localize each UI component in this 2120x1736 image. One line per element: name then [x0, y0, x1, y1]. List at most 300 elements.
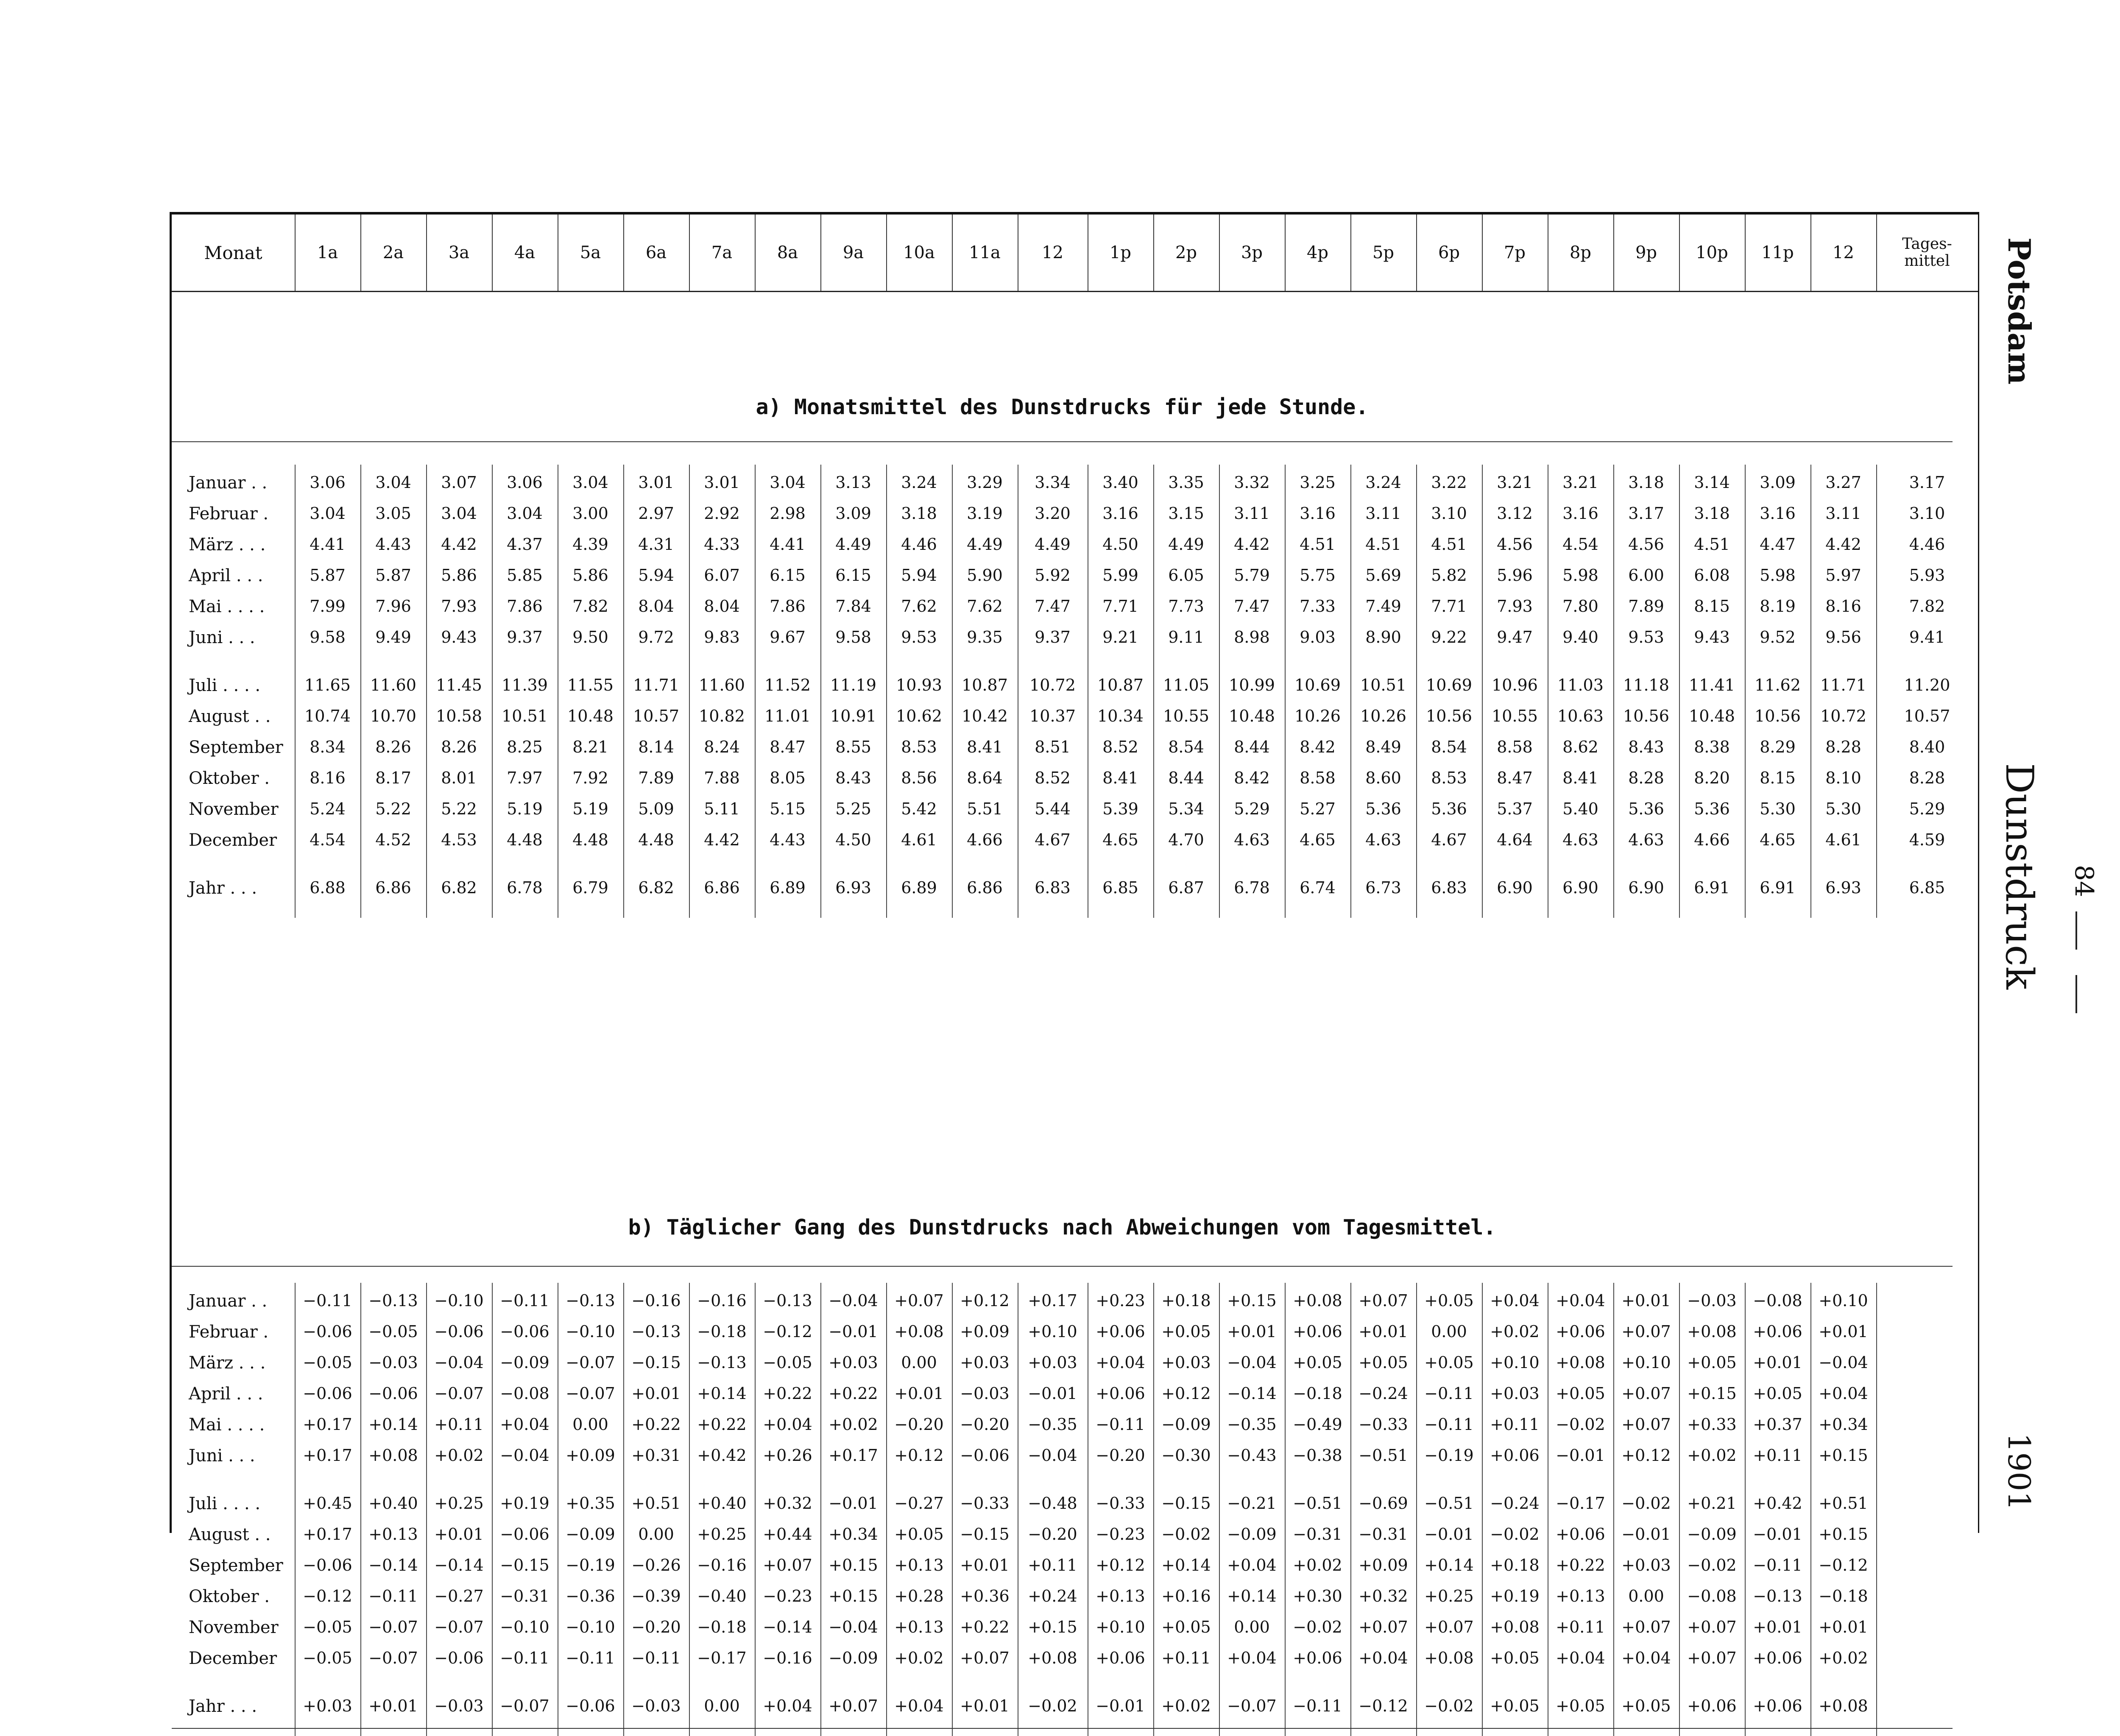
- header-column-separator: [623, 215, 624, 291]
- table-cell: −0.09: [1227, 1525, 1277, 1544]
- header-column-separator: [492, 215, 493, 291]
- table-cell: +0.02: [1293, 1556, 1342, 1574]
- table-cell: +0.01: [434, 1525, 484, 1544]
- table-cell: −0.01: [1424, 1525, 1474, 1544]
- table-cell: +0.01: [1621, 1291, 1671, 1310]
- table-cell: +0.42: [1753, 1494, 1802, 1513]
- table-cell: 3.01: [704, 473, 740, 492]
- table-cell: 9.43: [1694, 628, 1730, 646]
- page-number-dash: [2075, 911, 2077, 950]
- table-cell: −0.02: [1161, 1525, 1211, 1544]
- table-cell: 9.11: [1168, 628, 1204, 646]
- table-cell: +0.12: [1161, 1384, 1211, 1403]
- row-month-label: Oktober .: [189, 769, 270, 788]
- header-hour: 9a: [842, 243, 864, 262]
- table-cell: +0.11: [1490, 1415, 1540, 1434]
- table-cell: +0.10: [1096, 1618, 1145, 1636]
- table-cell: 5.24: [310, 800, 346, 818]
- table-cell: 3.16: [1562, 504, 1598, 523]
- table-cell: 8.64: [967, 769, 1003, 787]
- table-cell: −0.01: [1096, 1697, 1145, 1715]
- table-cell: +0.15: [1819, 1446, 1868, 1465]
- section-b-rule: [172, 1266, 1953, 1267]
- table-cell: +0.14: [368, 1415, 418, 1434]
- table-cell: +0.06: [1096, 1649, 1145, 1667]
- table-cell: +0.17: [303, 1525, 352, 1544]
- table-cell: 6.89: [770, 878, 806, 897]
- table-cell: 8.54: [1431, 738, 1467, 756]
- table-cell: 0.00: [1628, 1587, 1664, 1605]
- table-cell: +0.08: [1819, 1697, 1868, 1715]
- table-cell: +0.15: [828, 1556, 878, 1574]
- table-cell: +0.32: [763, 1494, 812, 1513]
- table-cell: −0.09: [566, 1525, 615, 1544]
- table-cell: 4.31: [638, 535, 674, 554]
- table-cell: +0.01: [1819, 1322, 1868, 1341]
- table-cell: −0.35: [1028, 1415, 1077, 1434]
- table-cell: 6.90: [1562, 878, 1598, 897]
- table-cell: 5.69: [1365, 566, 1401, 585]
- table-cell: −0.05: [763, 1353, 812, 1372]
- table-cell: −0.02: [1687, 1556, 1737, 1574]
- table-cell: 8.05: [770, 769, 806, 787]
- table-cell: 5.36: [1431, 800, 1467, 818]
- table-cell: +0.01: [631, 1384, 681, 1403]
- table-cell: +0.01: [960, 1697, 1010, 1715]
- table-cell: −0.24: [1358, 1384, 1408, 1403]
- table-cell: −0.33: [1358, 1415, 1408, 1434]
- table-cell: 5.44: [1035, 800, 1071, 818]
- table-cell: +0.05: [894, 1525, 944, 1544]
- table-cell: +0.25: [697, 1525, 747, 1544]
- table-cell: 4.37: [507, 535, 543, 554]
- table-cell: +0.51: [1819, 1494, 1868, 1513]
- row-month-label: Juni . . .: [189, 628, 255, 647]
- table-cell: 6.93: [1825, 878, 1861, 897]
- table-cell-mean: 10.57: [1904, 707, 1950, 725]
- table-cell: 7.80: [1562, 597, 1598, 616]
- table-cell: 6.85: [1102, 878, 1138, 897]
- table-cell: 0.00: [572, 1415, 608, 1434]
- table-cell: −0.12: [303, 1587, 352, 1605]
- table-cell: 4.61: [901, 830, 937, 849]
- table-cell: +0.06: [1687, 1697, 1737, 1715]
- table-cell: +0.05: [1621, 1697, 1671, 1715]
- table-cell: 5.27: [1300, 800, 1336, 818]
- table-cell: 8.44: [1234, 738, 1270, 756]
- table-cell: +0.06: [1753, 1697, 1802, 1715]
- table-cell: 4.65: [1760, 830, 1796, 849]
- table-cell: 7.47: [1234, 597, 1270, 616]
- table-cell: 8.15: [1694, 597, 1730, 616]
- table-cell: −0.04: [1819, 1353, 1868, 1372]
- table-cell: 2.98: [770, 504, 806, 523]
- table-cell: 4.56: [1628, 535, 1664, 554]
- table-cell: +0.16: [1161, 1587, 1211, 1605]
- table-cell: 5.39: [1102, 800, 1138, 818]
- table-cell: +0.04: [1227, 1649, 1277, 1667]
- table-cell: 9.58: [835, 628, 871, 646]
- table-cell: −0.20: [1096, 1446, 1145, 1465]
- table-cell: +0.06: [1753, 1649, 1802, 1667]
- table-cell: 3.25: [1300, 473, 1336, 492]
- table-cell: −0.10: [434, 1291, 484, 1310]
- table-cell: 4.49: [835, 535, 871, 554]
- table-cell: +0.02: [1687, 1446, 1737, 1465]
- table-cell: 4.66: [967, 830, 1003, 849]
- table-cell: 8.14: [638, 738, 674, 756]
- table-cell: 4.50: [1102, 535, 1138, 554]
- row-month-label: Jahr . . .: [189, 878, 257, 898]
- side-year: 1901: [2001, 1433, 2037, 1511]
- header-hour: 8a: [777, 243, 798, 262]
- table-cell: +0.17: [303, 1415, 352, 1434]
- table-cell: −0.06: [960, 1446, 1010, 1465]
- table-cell: 5.11: [704, 800, 740, 818]
- table-cell: 7.93: [441, 597, 477, 616]
- header-column-separator: [1679, 215, 1680, 291]
- table-cell: −0.36: [566, 1587, 615, 1605]
- table-cell: +0.05: [1358, 1353, 1408, 1372]
- table-cell: 8.16: [1825, 597, 1861, 616]
- table-cell: 10.69: [1426, 676, 1472, 694]
- table-cell: −0.11: [1096, 1415, 1145, 1434]
- header-column-separator: [820, 215, 821, 291]
- table-cell: 10.56: [1623, 707, 1669, 725]
- table-cell-mean: 11.20: [1904, 676, 1950, 694]
- table-cell: 9.52: [1760, 628, 1796, 646]
- table-cell: 10.96: [1492, 676, 1538, 694]
- table-cell: 6.86: [967, 878, 1003, 897]
- table-cell: 4.67: [1035, 830, 1071, 849]
- table-cell: 8.53: [1431, 769, 1467, 787]
- table-cell: 6.91: [1694, 878, 1730, 897]
- table-cell: −0.17: [1556, 1494, 1605, 1513]
- table-cell: −0.07: [434, 1384, 484, 1403]
- table-cell: +0.17: [1028, 1291, 1077, 1310]
- table-cell: 11.19: [830, 676, 876, 694]
- table-cell: +0.07: [1424, 1618, 1474, 1636]
- table-cell: 3.06: [310, 473, 346, 492]
- table-cell: +0.05: [1161, 1322, 1211, 1341]
- table-cell: 3.14: [1694, 473, 1730, 492]
- table-cell: 4.51: [1365, 535, 1401, 554]
- table-cell: +0.01: [1227, 1322, 1277, 1341]
- table-cell: 5.92: [1035, 566, 1071, 585]
- table-cell: +0.10: [1819, 1291, 1868, 1310]
- table-cell: 8.29: [1760, 738, 1796, 756]
- table-cell: 8.58: [1497, 738, 1533, 756]
- table-cell: 4.43: [770, 830, 806, 849]
- table-cell: 6.82: [638, 878, 674, 897]
- table-cell: 5.86: [441, 566, 477, 585]
- table-cell: −0.06: [368, 1384, 418, 1403]
- table-cell: +0.09: [960, 1322, 1010, 1341]
- table-cell-mean: 3.10: [1909, 504, 1945, 523]
- table-cell: −0.03: [631, 1697, 681, 1715]
- table-cell: 8.04: [704, 597, 740, 616]
- table-cell: −0.14: [1227, 1384, 1277, 1403]
- table-cell: −0.06: [500, 1525, 550, 1544]
- table-cell: 9.47: [1497, 628, 1533, 646]
- header-hour: 3p: [1241, 243, 1263, 262]
- table-cell: +0.25: [434, 1494, 484, 1513]
- table-cell: 7.49: [1365, 597, 1401, 616]
- table-cell: +0.02: [894, 1649, 944, 1667]
- table-cell: 8.26: [375, 738, 411, 756]
- table-cell: −0.40: [697, 1587, 747, 1605]
- header-column-separator: [1285, 215, 1286, 291]
- table-cell: −0.13: [1753, 1587, 1802, 1605]
- table-cell: 8.21: [572, 738, 608, 756]
- table-cell: −0.11: [303, 1291, 352, 1310]
- table-cell: 4.63: [1234, 830, 1270, 849]
- table-cell: 3.22: [1431, 473, 1467, 492]
- table-cell: 0.00: [1431, 1322, 1467, 1341]
- table-cell: 3.04: [507, 504, 543, 523]
- header-hour: 7p: [1504, 243, 1526, 262]
- table-cell: 4.46: [901, 535, 937, 554]
- table-cell: +0.05: [1490, 1697, 1540, 1715]
- table-cell: −0.18: [1293, 1384, 1342, 1403]
- table-cell: 9.56: [1825, 628, 1861, 646]
- table-cell-mean: 4.59: [1909, 830, 1945, 849]
- table-cell: 4.61: [1825, 830, 1861, 849]
- table-cell: −0.02: [1621, 1494, 1671, 1513]
- table-cell: 3.34: [1035, 473, 1071, 492]
- table-cell: 3.09: [835, 504, 871, 523]
- header-hour: 3a: [448, 243, 470, 262]
- header-hour: 7a: [711, 243, 733, 262]
- table-cell: 3.35: [1168, 473, 1204, 492]
- table-cell: +0.05: [1687, 1353, 1737, 1372]
- table-cell: −0.02: [1424, 1697, 1474, 1715]
- table-cell: +0.09: [1358, 1556, 1408, 1574]
- table-cell: −0.13: [631, 1322, 681, 1341]
- table-cell: 8.42: [1300, 738, 1336, 756]
- table-cell: 8.52: [1035, 769, 1071, 787]
- table-cell-mean: 8.28: [1909, 769, 1945, 787]
- table-cell: +0.05: [1753, 1384, 1802, 1403]
- table-cell: 10.51: [502, 707, 548, 725]
- table-cell: −0.07: [1227, 1697, 1277, 1715]
- table-cell: 11.55: [567, 676, 614, 694]
- table-cell: −0.13: [368, 1291, 418, 1310]
- table-cell: 5.36: [1365, 800, 1401, 818]
- table-cell: 6.78: [1234, 878, 1270, 897]
- header-column-separator: [426, 215, 427, 291]
- header-column-separator: [689, 215, 690, 291]
- header-column-separator: [295, 215, 296, 291]
- table-cell: 5.22: [441, 800, 477, 818]
- table-cell: 7.86: [507, 597, 543, 616]
- table-cell: +0.34: [828, 1525, 878, 1544]
- table-cell: +0.06: [1293, 1649, 1342, 1667]
- table-cell: 3.24: [901, 473, 937, 492]
- table-cell: +0.22: [697, 1415, 747, 1434]
- table-cell: 3.04: [572, 473, 608, 492]
- header-hour: 10a: [903, 243, 935, 262]
- table-cell: 2.92: [704, 504, 740, 523]
- table-cell: 11.03: [1557, 676, 1604, 694]
- table-cell-mean: 6.85: [1909, 878, 1945, 897]
- table-cell: +0.04: [763, 1415, 812, 1434]
- table-cell: 6.88: [310, 878, 346, 897]
- table-cell: 6.74: [1300, 878, 1336, 897]
- table-cell: −0.16: [763, 1649, 812, 1667]
- table-cell: 4.65: [1102, 830, 1138, 849]
- table-cell: 6.82: [441, 878, 477, 897]
- table-cell: +0.37: [1753, 1415, 1802, 1434]
- table-cell: −0.07: [566, 1353, 615, 1372]
- row-month-label: December: [189, 1649, 277, 1668]
- table-cell: −0.01: [1556, 1446, 1605, 1465]
- table-cell: 6.78: [507, 878, 543, 897]
- table-cell: +0.18: [1490, 1556, 1540, 1574]
- row-month-label: December: [189, 830, 277, 850]
- table-cell: −0.51: [1424, 1494, 1474, 1513]
- table-cell: +0.07: [1621, 1384, 1671, 1403]
- table-cell: 10.62: [896, 707, 942, 725]
- table-cell: 10.48: [1689, 707, 1735, 725]
- table-cell: 9.37: [507, 628, 543, 646]
- table-cell: 7.62: [901, 597, 937, 616]
- table-cell: +0.12: [960, 1291, 1010, 1310]
- table-cell: +0.13: [894, 1556, 944, 1574]
- table-cell: −0.06: [566, 1697, 615, 1715]
- table-cell: −0.02: [1293, 1618, 1342, 1636]
- table-cell: −0.10: [566, 1322, 615, 1341]
- table-cell: −0.17: [697, 1649, 747, 1667]
- table-cell: 10.56: [1426, 707, 1472, 725]
- header-column-separator: [1810, 215, 1811, 291]
- table-cell: −0.69: [1358, 1494, 1408, 1513]
- table-cell: 8.24: [704, 738, 740, 756]
- table-cell: −0.04: [434, 1353, 484, 1372]
- table-cell: −0.06: [500, 1322, 550, 1341]
- table-cell: +0.04: [1556, 1649, 1605, 1667]
- table-cell: 4.63: [1562, 830, 1598, 849]
- table-cell: 5.36: [1694, 800, 1730, 818]
- table-cell: −0.07: [500, 1697, 550, 1715]
- table-cell: +0.05: [1424, 1353, 1474, 1372]
- table-cell: +0.05: [1424, 1291, 1474, 1310]
- table-cell: +0.22: [1556, 1556, 1605, 1574]
- table-cell: 5.94: [901, 566, 937, 585]
- table-cell: 6.15: [835, 566, 871, 585]
- side-topic-title: Dunstdruck: [1997, 763, 2042, 989]
- table-cell: +0.04: [1358, 1649, 1408, 1667]
- header-column-separator: [1482, 215, 1483, 291]
- table-cell: 10.91: [830, 707, 876, 725]
- section-b-title: b) Täglicher Gang des Dunstdrucks nach Abweichungen vom Tagesmittel.: [628, 1215, 1496, 1240]
- table-cell: +0.22: [763, 1384, 812, 1403]
- table-cell: +0.12: [894, 1446, 944, 1465]
- table-cell: +0.22: [828, 1384, 878, 1403]
- table-cell: 3.21: [1562, 473, 1598, 492]
- table-cell: +0.08: [1424, 1649, 1474, 1667]
- table-cell: 5.82: [1431, 566, 1467, 585]
- table-cell: −0.23: [1096, 1525, 1145, 1544]
- table-cell: +0.02: [1161, 1697, 1211, 1715]
- table-cell: +0.40: [368, 1494, 418, 1513]
- table-cell: −0.08: [500, 1384, 550, 1403]
- table-cell: +0.22: [960, 1618, 1010, 1636]
- table-cell: −0.20: [960, 1415, 1010, 1434]
- table-cell: 3.05: [375, 504, 411, 523]
- table-cell: +0.15: [1687, 1384, 1737, 1403]
- table-cell-mean: 5.29: [1909, 800, 1945, 818]
- table-cell: −0.18: [697, 1618, 747, 1636]
- row-month-label: März . . .: [189, 1353, 266, 1373]
- table-cell: 11.60: [370, 676, 416, 694]
- table-cell: 10.57: [633, 707, 679, 725]
- table-cell: +0.22: [631, 1415, 681, 1434]
- table-cell: 11.18: [1623, 676, 1669, 694]
- table-cell: 9.67: [770, 628, 806, 646]
- table-cell: −0.01: [1753, 1525, 1802, 1544]
- table-cell: 3.07: [441, 473, 477, 492]
- table-cell: +0.30: [1293, 1587, 1342, 1605]
- table-cell: −0.04: [828, 1618, 878, 1636]
- table-cell: 8.47: [770, 738, 806, 756]
- table-cell: +0.01: [1358, 1322, 1408, 1341]
- table-cell: 7.89: [638, 769, 674, 787]
- table-cell: 8.41: [967, 738, 1003, 756]
- table-cell: 3.12: [1497, 504, 1533, 523]
- row-month-label: März . . .: [189, 535, 266, 555]
- table-cell: 7.89: [1628, 597, 1664, 616]
- table-cell: −0.15: [1161, 1494, 1211, 1513]
- table-cell: 4.53: [441, 830, 477, 849]
- header-hour: 9p: [1635, 243, 1657, 262]
- table-cell: 4.50: [835, 830, 871, 849]
- table-cell: 9.72: [638, 628, 674, 646]
- table-cell: −0.09: [500, 1353, 550, 1372]
- table-cell: +0.14: [1161, 1556, 1211, 1574]
- table-cell: 5.34: [1168, 800, 1204, 818]
- table-cell: 10.72: [1029, 676, 1076, 694]
- table-cell: 9.40: [1562, 628, 1598, 646]
- table-cell: −0.16: [697, 1556, 747, 1574]
- table-cell: 4.51: [1300, 535, 1336, 554]
- table-cell: −0.11: [500, 1291, 550, 1310]
- table-cell: −0.04: [1227, 1353, 1277, 1372]
- table-cell: +0.03: [828, 1353, 878, 1372]
- table-cell: 0.00: [704, 1697, 740, 1715]
- table-cell: 5.96: [1497, 566, 1533, 585]
- table-cell: +0.04: [1227, 1556, 1277, 1574]
- table-cell: 10.37: [1029, 707, 1076, 725]
- table-cell: −0.13: [763, 1291, 812, 1310]
- table-cell: +0.03: [1490, 1384, 1540, 1403]
- table-cell: 4.51: [1431, 535, 1467, 554]
- table-cell: −0.02: [1028, 1697, 1077, 1715]
- table-cell: 8.17: [375, 769, 411, 787]
- table-cell: 7.82: [572, 597, 608, 616]
- table-cell: −0.07: [566, 1384, 615, 1403]
- table-cell: −0.01: [828, 1322, 878, 1341]
- table-cell: 8.54: [1168, 738, 1204, 756]
- table-cell: 6.07: [704, 566, 740, 585]
- table-cell: +0.08: [1556, 1353, 1605, 1372]
- row-month-label: September: [189, 1556, 283, 1575]
- header-hour: 2p: [1175, 243, 1197, 262]
- table-cell: +0.01: [894, 1384, 944, 1403]
- table-cell: 4.49: [1035, 535, 1071, 554]
- row-month-label: September: [189, 738, 283, 757]
- row-month-label: November: [189, 800, 279, 819]
